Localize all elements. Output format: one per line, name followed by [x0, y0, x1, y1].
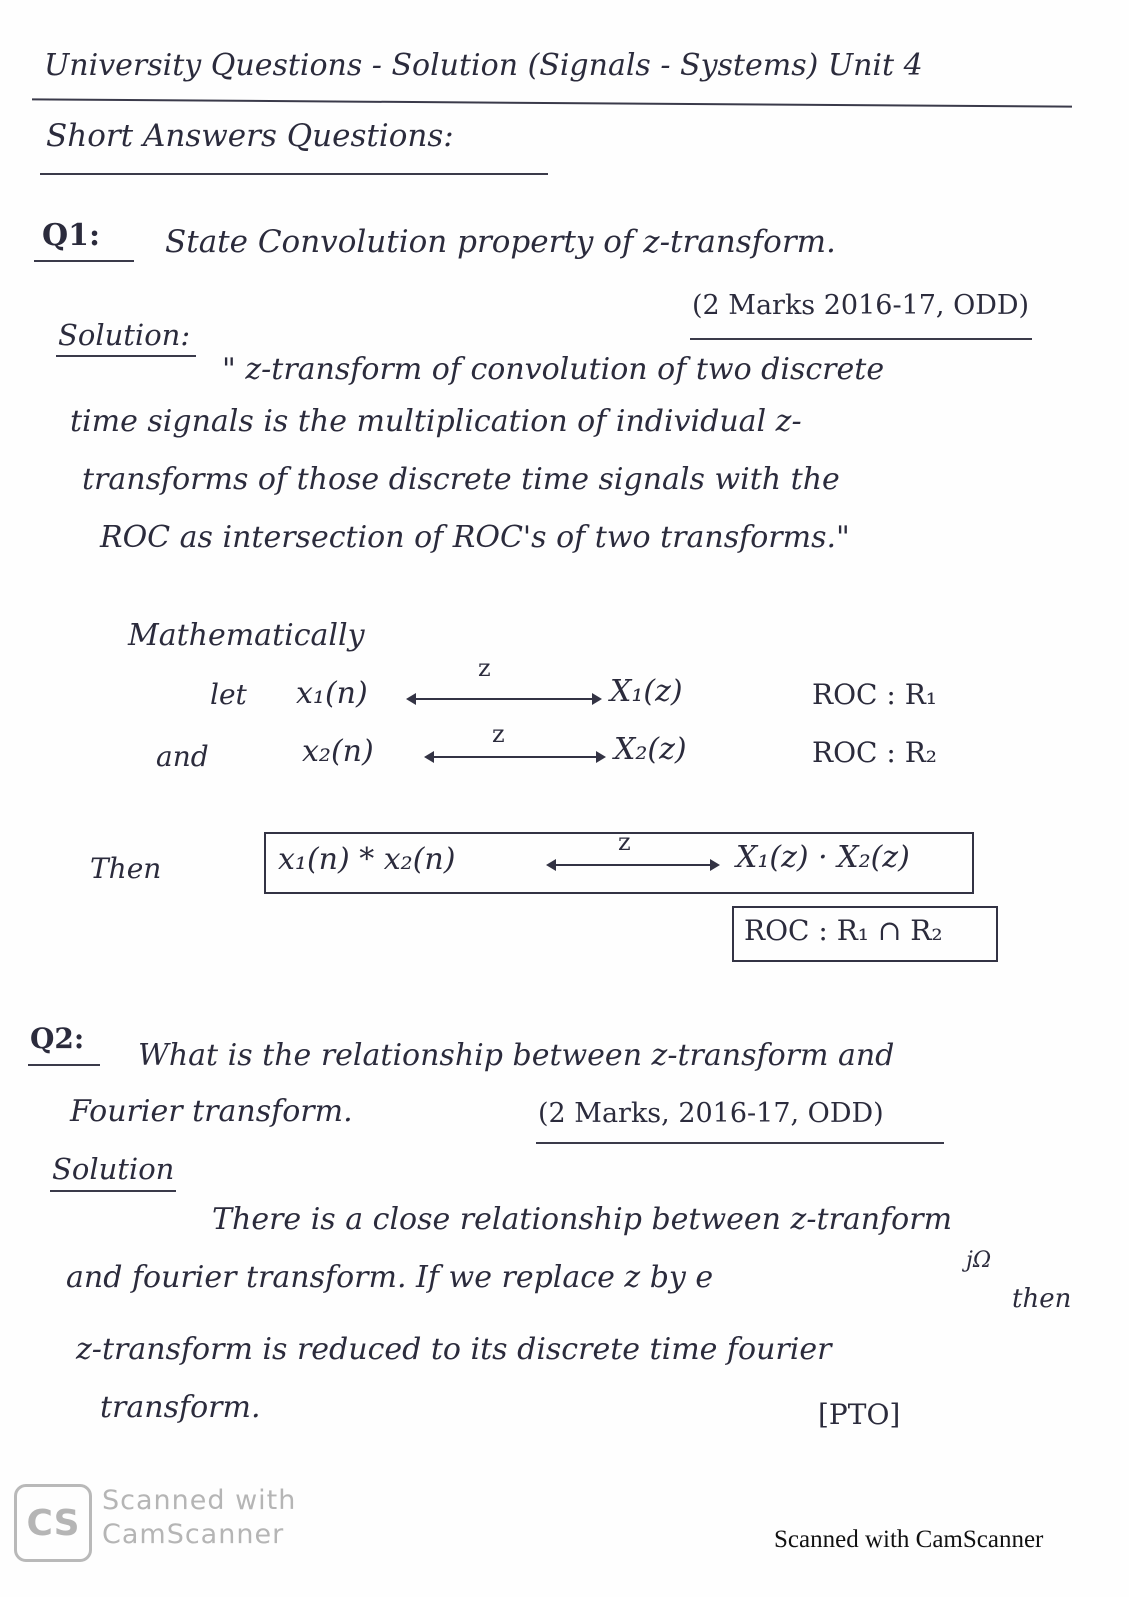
pair1-signal: x₁(n)	[296, 676, 368, 711]
scanned-with-camscanner-right: Scanned with CamScanner	[774, 1526, 1044, 1553]
q1-answer-line: transforms of those discrete time signals with the	[82, 462, 840, 497]
pair2-double-arrow	[426, 756, 604, 758]
camscanner-logo-text: CS	[26, 1502, 80, 1544]
q1-label: Q1:	[42, 218, 101, 253]
q2-answer-line: transform.	[100, 1390, 261, 1425]
pto-note: [PTO]	[818, 1398, 901, 1431]
q1-marks-underline	[690, 338, 1032, 340]
title-underline	[32, 98, 1072, 107]
pair1-transform: X₁(z)	[610, 674, 683, 709]
result-arrow-label: z	[618, 828, 631, 856]
q2-answer-line: and fourier transform. If we replace z by e	[66, 1260, 714, 1295]
q1-question: State Convolution property of z-transform.	[165, 224, 836, 260]
q1-solution-underline	[56, 355, 196, 357]
q1-answer-line: ROC as intersection of ROC's of two transforms."	[100, 520, 850, 555]
let-word: let	[210, 678, 247, 711]
q2-exponent: jΩ	[966, 1248, 992, 1273]
result-product: X₁(z) · X₂(z)	[736, 840, 910, 875]
pair2-transform: X₂(z)	[614, 732, 687, 767]
q2-question-line: Fourier transform.	[70, 1094, 353, 1129]
q1-marks: (2 Marks 2016-17, ODD)	[692, 290, 1030, 321]
subtitle-underline	[40, 173, 548, 175]
q2-answer-line: z-transform is reduced to its discrete time fourier	[76, 1332, 832, 1367]
and-word: and	[156, 740, 209, 773]
then-word: Then	[90, 852, 162, 885]
camscanner-text: CamScanner	[102, 1519, 285, 1550]
q2-solution-label: Solution	[52, 1152, 175, 1186]
camscanner-logo	[14, 1484, 92, 1562]
math-heading: Mathematically	[128, 618, 365, 653]
result-roc: ROC : R₁ ∩ R₂	[744, 914, 943, 947]
result-convolution: x₁(n) * x₂(n)	[278, 842, 456, 877]
pair2-roc: ROC : R₂	[812, 736, 938, 769]
q2-then-word: then	[1012, 1284, 1072, 1314]
q2-marks: (2 Marks, 2016-17, ODD)	[538, 1098, 884, 1129]
pair1-roc: ROC : R₁	[812, 678, 938, 711]
result-double-arrow	[548, 864, 718, 866]
pair2-arrow-label: z	[492, 720, 505, 748]
page-title: University Questions - Solution (Signals - Systems) Unit 4	[44, 48, 923, 83]
section-subtitle: Short Answers Questions:	[46, 118, 454, 154]
pair1-double-arrow	[408, 698, 600, 700]
pair1-arrow-label: z	[478, 654, 491, 682]
q1-answer-line: time signals is the multiplication of individual z-	[70, 404, 802, 439]
q2-marks-underline	[536, 1142, 944, 1144]
q2-answer-line: There is a close relationship between z-tranform	[212, 1202, 953, 1237]
q1-label-underline	[34, 260, 134, 262]
q2-label-underline	[28, 1064, 100, 1066]
q1-solution-label: Solution:	[58, 318, 191, 352]
scanned-with-text: Scanned with	[102, 1485, 297, 1516]
q2-question-line: What is the relationship between z-transform and	[138, 1038, 895, 1073]
q2-label: Q2:	[30, 1022, 85, 1055]
q1-answer-line: " z-transform of convolution of two discrete	[222, 352, 885, 387]
pair2-signal: x₂(n)	[302, 734, 374, 769]
q2-solution-underline	[50, 1190, 176, 1192]
